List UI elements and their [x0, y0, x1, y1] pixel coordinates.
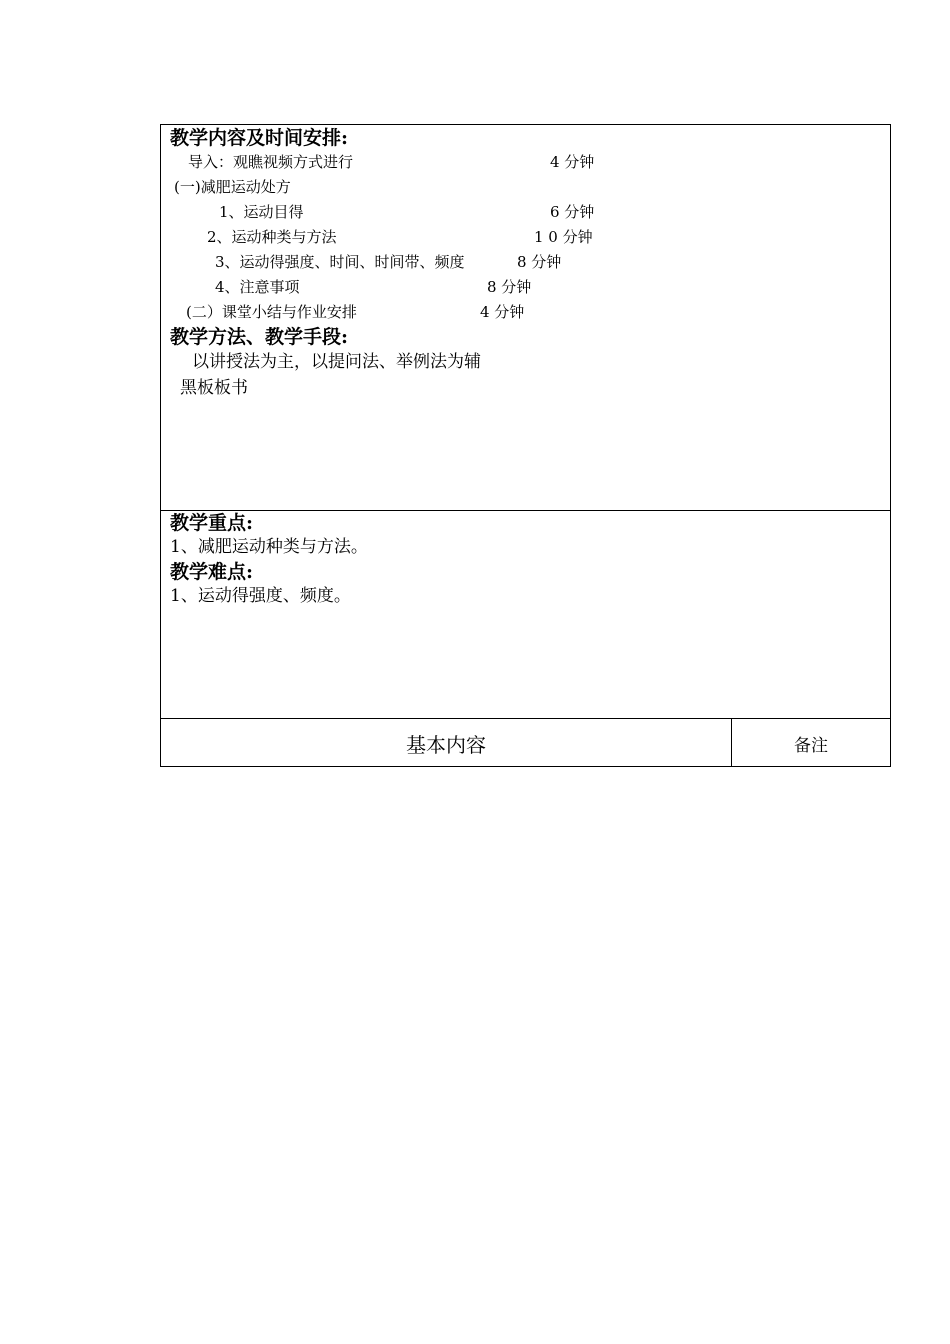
schedule-item-label: 1、运动目得 — [219, 203, 304, 221]
remarks-header: 备注 — [794, 735, 828, 756]
schedule-item-label: (二）课堂小结与作业安排 — [186, 303, 357, 321]
content-schedule-heading: 教学内容及时间安排: — [170, 127, 349, 149]
difficult-points-heading: 教学难点: — [170, 561, 254, 583]
schedule-item-time: 8 分钟 — [487, 278, 532, 296]
schedule-item-label: 2、运动种类与方法 — [207, 228, 337, 246]
content-schedule-section — [161, 125, 890, 511]
schedule-item-time: 4 分钟 — [550, 153, 595, 171]
difficult-points-text: 1、运动得强度、频度。 — [170, 586, 351, 606]
schedule-item-time: 6 分钟 — [550, 203, 595, 221]
schedule-item-time: 4 分钟 — [480, 303, 525, 321]
schedule-item-label: 4、注意事项 — [215, 278, 300, 296]
teaching-method-text: 黑板板书 — [180, 378, 248, 398]
key-points-text: 1、减肥运动种类与方法。 — [170, 537, 368, 557]
schedule-item-time: 1 0 分钟 — [534, 228, 593, 246]
schedule-item-label: 3、运动得强度、时间、时间带、频度 — [215, 253, 465, 271]
teaching-method-text: 以讲授法为主，以提问法、举例法为辅 — [192, 352, 481, 372]
basic-content-header: 基本内容 — [406, 732, 486, 757]
schedule-item-time: 8 分钟 — [517, 253, 562, 271]
table-header-row — [161, 719, 890, 767]
key-points-heading: 教学重点: — [170, 512, 254, 534]
schedule-item-label: 导入：观瞧视频方式进行 — [188, 153, 354, 171]
lesson-plan-table — [160, 124, 891, 767]
schedule-item-label: (一)减肥运动处方 — [174, 178, 291, 196]
key-points-section — [161, 510, 890, 719]
teaching-method-heading: 教学方法、教学手段: — [170, 326, 349, 348]
